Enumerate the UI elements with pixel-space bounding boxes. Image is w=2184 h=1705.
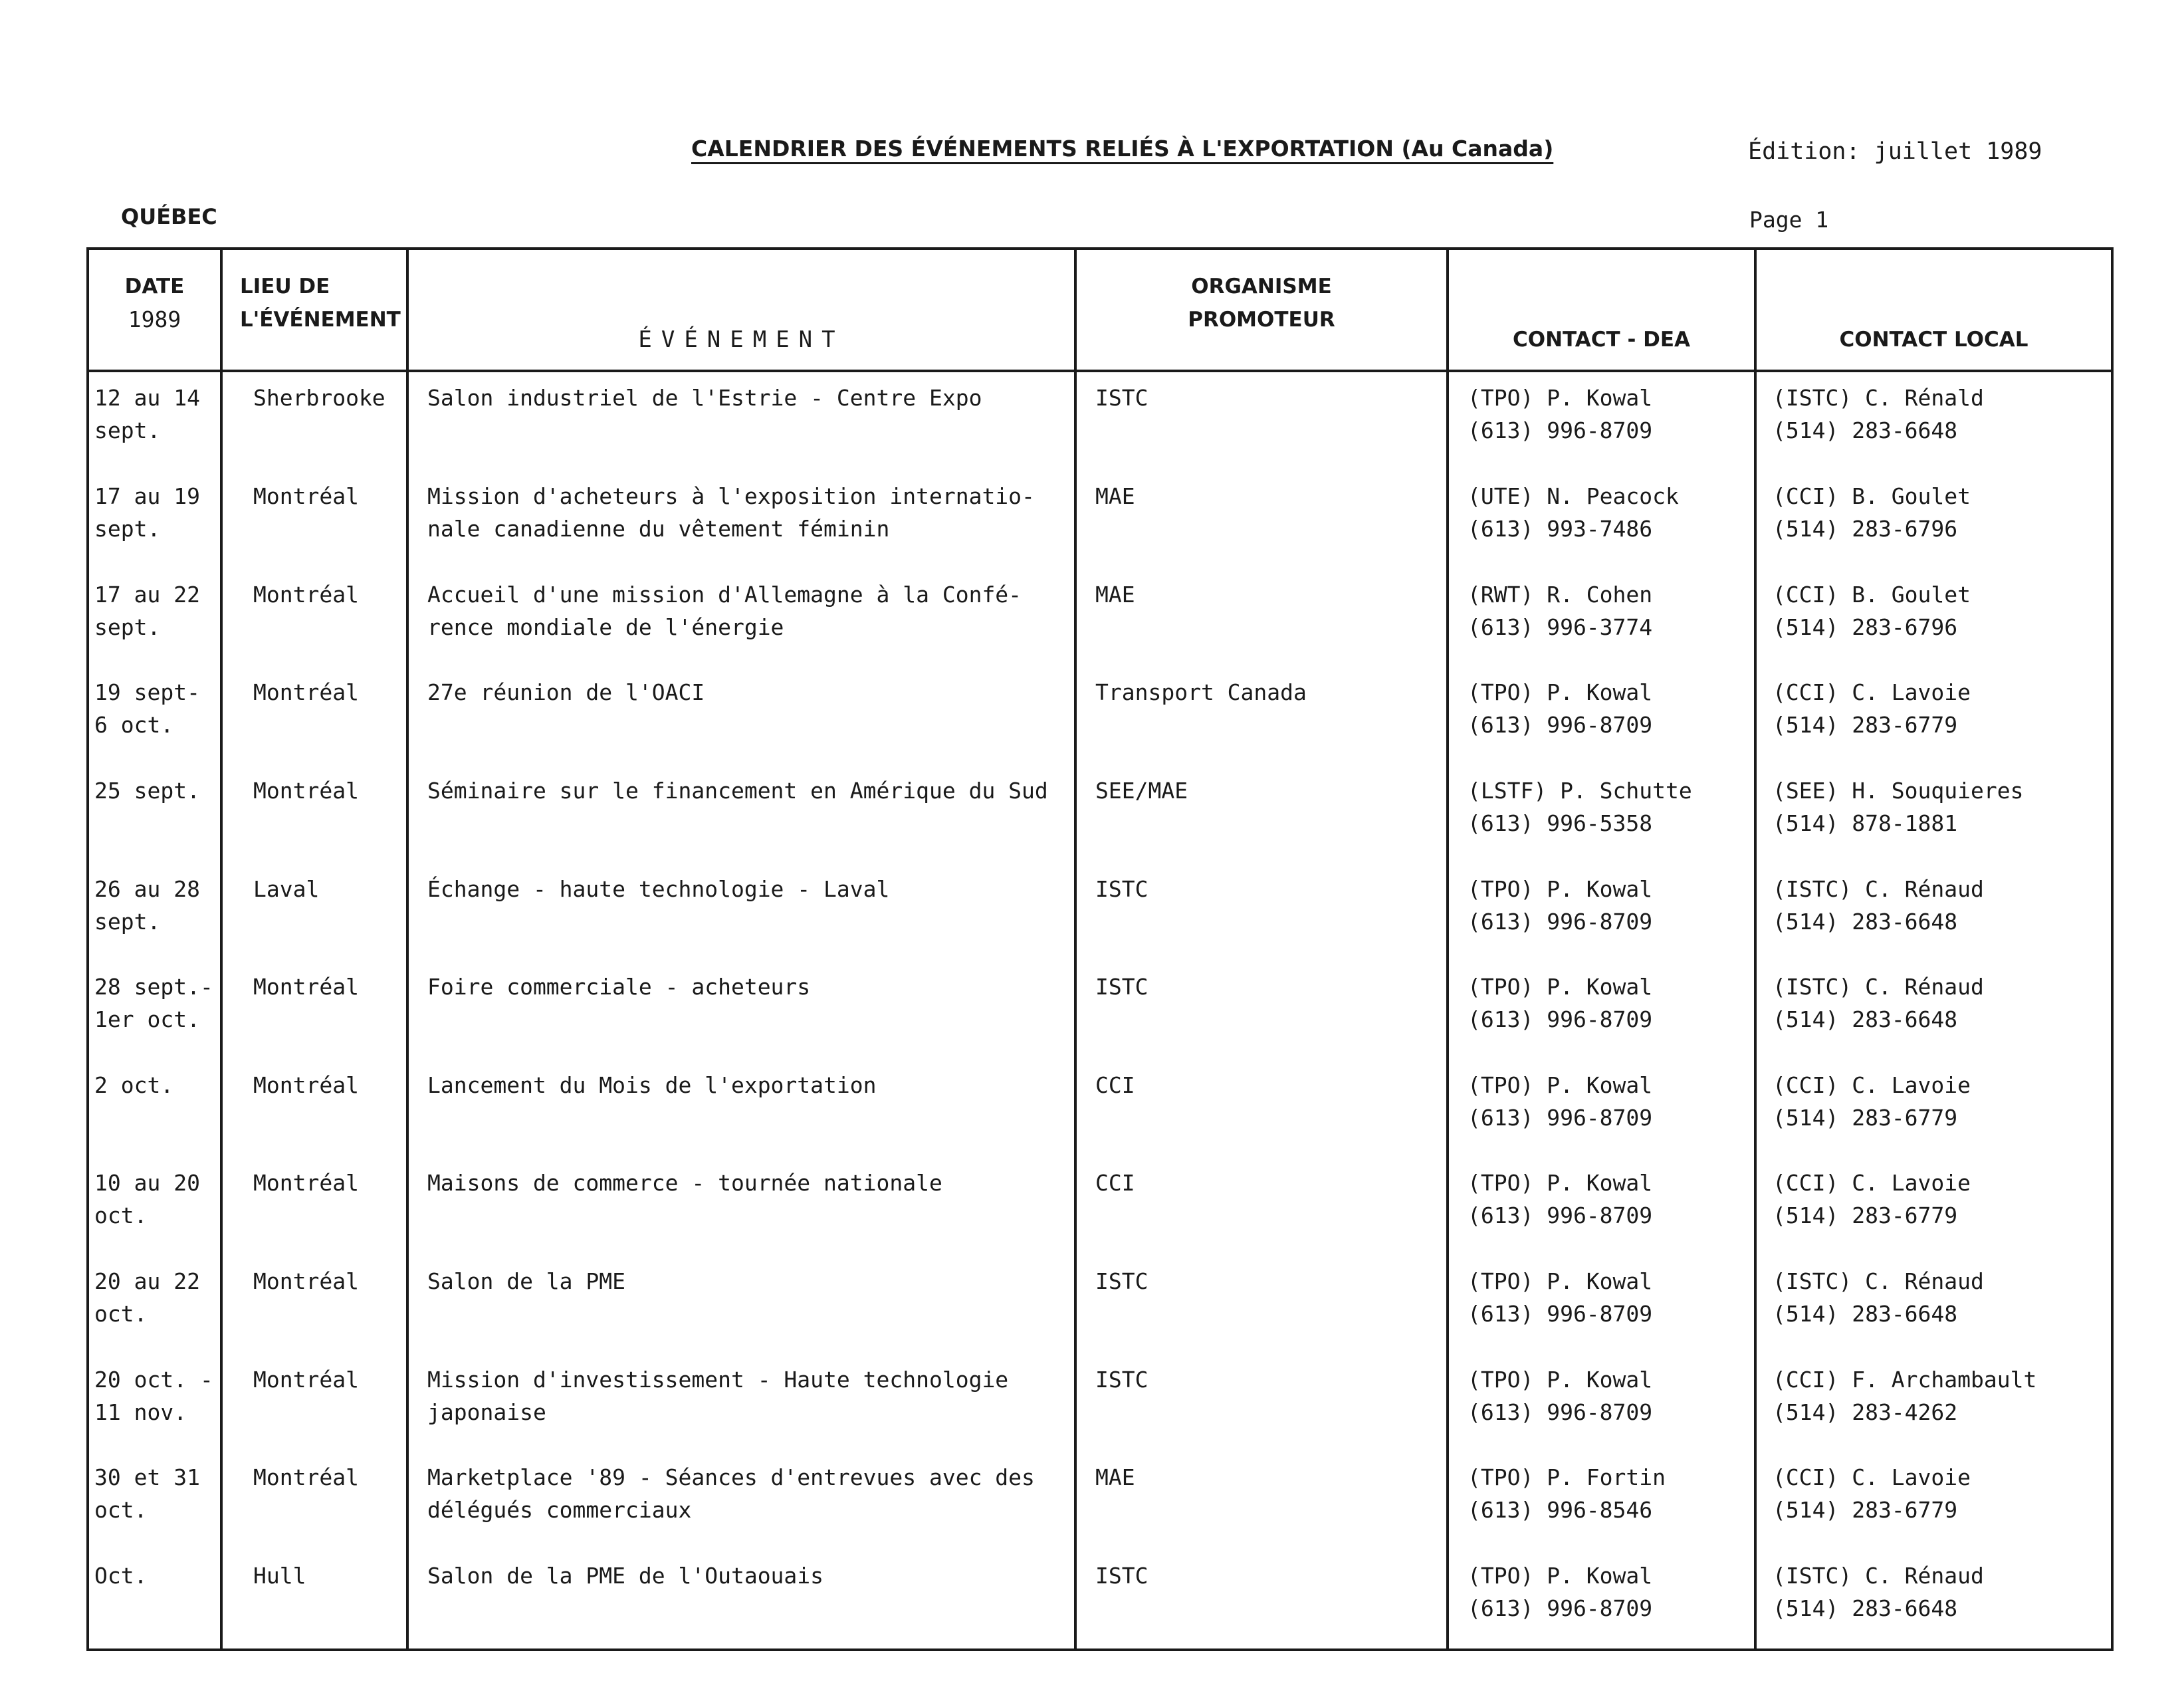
- cell-contact-local: (ISTC) C. Rénaud (514) 283-6648: [1755, 1550, 2112, 1650]
- cell-lieu: Montréal: [221, 1256, 407, 1354]
- table-row: [88, 863, 2112, 962]
- cell-lieu: Sherbrooke: [221, 371, 407, 471]
- cell-date: 25 sept.: [88, 765, 221, 863]
- cell-contact-local: (ISTC) C. Rénald (514) 283-6648: [1755, 371, 2112, 471]
- cell-date: 28 sept.- 1er oct.: [88, 961, 221, 1060]
- cell-organisme: MAE: [1075, 569, 1448, 667]
- cell-contact-dea: (RWT) R. Cohen (613) 996-3774: [1448, 569, 1755, 667]
- cell-evenement: Salon de la PME de l'Outaouais: [407, 1550, 1075, 1650]
- cell-evenement: Foire commerciale - acheteurs: [407, 961, 1075, 1060]
- region-heading: QUÉBEC: [121, 204, 217, 229]
- cell-organisme: MAE: [1075, 1452, 1448, 1550]
- table-row: [88, 1354, 2112, 1452]
- cell-organisme: ISTC: [1075, 1256, 1448, 1354]
- header-lieu-line2: L'ÉVÉNEMENT: [240, 308, 401, 332]
- cell-contact-dea: (TPO) P. Kowal (613) 996-8709: [1448, 1354, 1755, 1452]
- table-row: [88, 569, 2112, 667]
- table-row: [88, 1550, 2112, 1650]
- cell-contact-local: (SEE) H. Souquieres (514) 878-1881: [1755, 765, 2112, 863]
- table-row: [88, 1452, 2112, 1550]
- cell-date: 20 oct. - 11 nov.: [88, 1354, 221, 1452]
- cell-evenement: Échange - haute technologie - Laval: [407, 863, 1075, 962]
- cell-lieu: Montréal: [221, 1354, 407, 1452]
- cell-date: 19 sept- 6 oct.: [88, 667, 221, 765]
- table-row: [88, 1256, 2112, 1354]
- cell-contact-dea: (LSTF) P. Schutte (613) 996-5358: [1448, 765, 1755, 863]
- cell-contact-local: (CCI) C. Lavoie (514) 283-6779: [1755, 1157, 2112, 1256]
- cell-organisme: CCI: [1075, 1060, 1448, 1158]
- header-lieu: [221, 249, 407, 371]
- cell-contact-dea: (TPO) P. Kowal (613) 996-8709: [1448, 667, 1755, 765]
- cell-organisme: SEE/MAE: [1075, 765, 1448, 863]
- cell-contact-dea: (TPO) P. Kowal (613) 996-8709: [1448, 371, 1755, 471]
- cell-lieu: Montréal: [221, 667, 407, 765]
- cell-date: 20 au 22 oct.: [88, 1256, 221, 1354]
- cell-contact-dea: (TPO) P. Fortin (613) 996-8546: [1448, 1452, 1755, 1550]
- cell-contact-dea: (TPO) P. Kowal (613) 996-8709: [1448, 961, 1755, 1060]
- header-date-label: DATE: [124, 275, 185, 298]
- edition-date: Édition: juillet 1989: [1748, 138, 2042, 165]
- cell-contact-dea: (TPO) P. Kowal (613) 996-8709: [1448, 1157, 1755, 1256]
- table-header-row: [88, 249, 2112, 371]
- cell-date: Oct.: [88, 1550, 221, 1650]
- cell-lieu: Laval: [221, 863, 407, 962]
- table-row: [88, 667, 2112, 765]
- cell-organisme: ISTC: [1075, 863, 1448, 962]
- cell-evenement: Lancement du Mois de l'exportation: [407, 1060, 1075, 1158]
- header-contact-dea: CONTACT - DEA: [1448, 249, 1755, 371]
- cell-lieu: Montréal: [221, 1452, 407, 1550]
- cell-evenement: Maisons de commerce - tournée nationale: [407, 1157, 1075, 1256]
- cell-date: 17 au 19 sept.: [88, 471, 221, 569]
- cell-contact-local: (ISTC) C. Rénaud (514) 283-6648: [1755, 1256, 2112, 1354]
- cell-date: 26 au 28 sept.: [88, 863, 221, 962]
- cell-date: 30 et 31 oct.: [88, 1452, 221, 1550]
- cell-organisme: CCI: [1075, 1157, 1448, 1256]
- cell-organisme: ISTC: [1075, 961, 1448, 1060]
- table-row: [88, 371, 2112, 471]
- cell-lieu: Montréal: [221, 765, 407, 863]
- cell-evenement: Séminaire sur le financement en Amérique du Sud: [407, 765, 1075, 863]
- header-date: [88, 249, 221, 371]
- cell-lieu: Montréal: [221, 569, 407, 667]
- cell-date: 10 au 20 oct.: [88, 1157, 221, 1256]
- cell-organisme: MAE: [1075, 471, 1448, 569]
- document-title: CALENDRIER DES ÉVÉNEMENTS RELIÉS À L'EXPORTATION (Au Canada): [691, 136, 1554, 162]
- cell-date: 17 au 22 sept.: [88, 569, 221, 667]
- cell-date: 2 oct.: [88, 1060, 221, 1158]
- cell-lieu: Montréal: [221, 961, 407, 1060]
- cell-evenement: Accueil d'une mission d'Allemagne à la Confé- rence mondiale de l'énergie: [407, 569, 1075, 667]
- cell-date: 12 au 14 sept.: [88, 371, 221, 471]
- events-table: [86, 247, 2114, 1651]
- header-org-line1: ORGANISME: [1191, 275, 1332, 298]
- cell-evenement: 27e réunion de l'OACI: [407, 667, 1075, 765]
- cell-contact-local: (CCI) C. Lavoie (514) 283-6779: [1755, 1060, 2112, 1158]
- page-number: Page 1: [1749, 207, 1829, 233]
- header-contact-local: CONTACT LOCAL: [1755, 249, 2112, 371]
- cell-contact-local: (ISTC) C. Rénaud (514) 283-6648: [1755, 961, 2112, 1060]
- cell-contact-local: (CCI) F. Archambault (514) 283-4262: [1755, 1354, 2112, 1452]
- cell-evenement: Mission d'investissement - Haute technologie japonaise: [407, 1354, 1075, 1452]
- header-date-year: 1989: [128, 306, 181, 332]
- cell-organisme: ISTC: [1075, 371, 1448, 471]
- cell-lieu: Montréal: [221, 1060, 407, 1158]
- cell-lieu: Hull: [221, 1550, 407, 1650]
- table-row: [88, 471, 2112, 569]
- cell-contact-dea: (TPO) P. Kowal (613) 996-8709: [1448, 1256, 1755, 1354]
- cell-evenement: Salon de la PME: [407, 1256, 1075, 1354]
- cell-organisme: Transport Canada: [1075, 667, 1448, 765]
- cell-evenement: Mission d'acheteurs à l'exposition internatio- nale canadienne du vêtement féminin: [407, 471, 1075, 569]
- cell-contact-local: (ISTC) C. Rénaud (514) 283-6648: [1755, 863, 2112, 962]
- header-lieu-line1: LIEU DE: [240, 275, 330, 298]
- cell-lieu: Montréal: [221, 1157, 407, 1256]
- cell-organisme: ISTC: [1075, 1550, 1448, 1650]
- cell-contact-local: (CCI) B. Goulet (514) 283-6796: [1755, 569, 2112, 667]
- cell-contact-dea: (UTE) N. Peacock (613) 993-7486: [1448, 471, 1755, 569]
- cell-contact-dea: (TPO) P. Kowal (613) 996-8709: [1448, 1550, 1755, 1650]
- cell-contact-local: (CCI) C. Lavoie (514) 283-6779: [1755, 667, 2112, 765]
- table-row: [88, 1060, 2112, 1158]
- cell-contact-dea: (TPO) P. Kowal (613) 996-8709: [1448, 863, 1755, 962]
- header-org-line2: PROMOTEUR: [1188, 308, 1335, 332]
- header-organisme: [1075, 249, 1448, 371]
- cell-organisme: ISTC: [1075, 1354, 1448, 1452]
- table-row: [88, 961, 2112, 1060]
- cell-evenement: Marketplace '89 - Séances d'entrevues avec des délégués commerciaux: [407, 1452, 1075, 1550]
- cell-contact-dea: (TPO) P. Kowal (613) 996-8709: [1448, 1060, 1755, 1158]
- cell-contact-local: (CCI) B. Goulet (514) 283-6796: [1755, 471, 2112, 569]
- table-row: [88, 1157, 2112, 1256]
- header-evenement: ÉVÉNEMENT: [407, 249, 1075, 371]
- cell-evenement: Salon industriel de l'Estrie - Centre Expo: [407, 371, 1075, 471]
- cell-lieu: Montréal: [221, 471, 407, 569]
- cell-contact-local: (CCI) C. Lavoie (514) 283-6779: [1755, 1452, 2112, 1550]
- table-row: [88, 765, 2112, 863]
